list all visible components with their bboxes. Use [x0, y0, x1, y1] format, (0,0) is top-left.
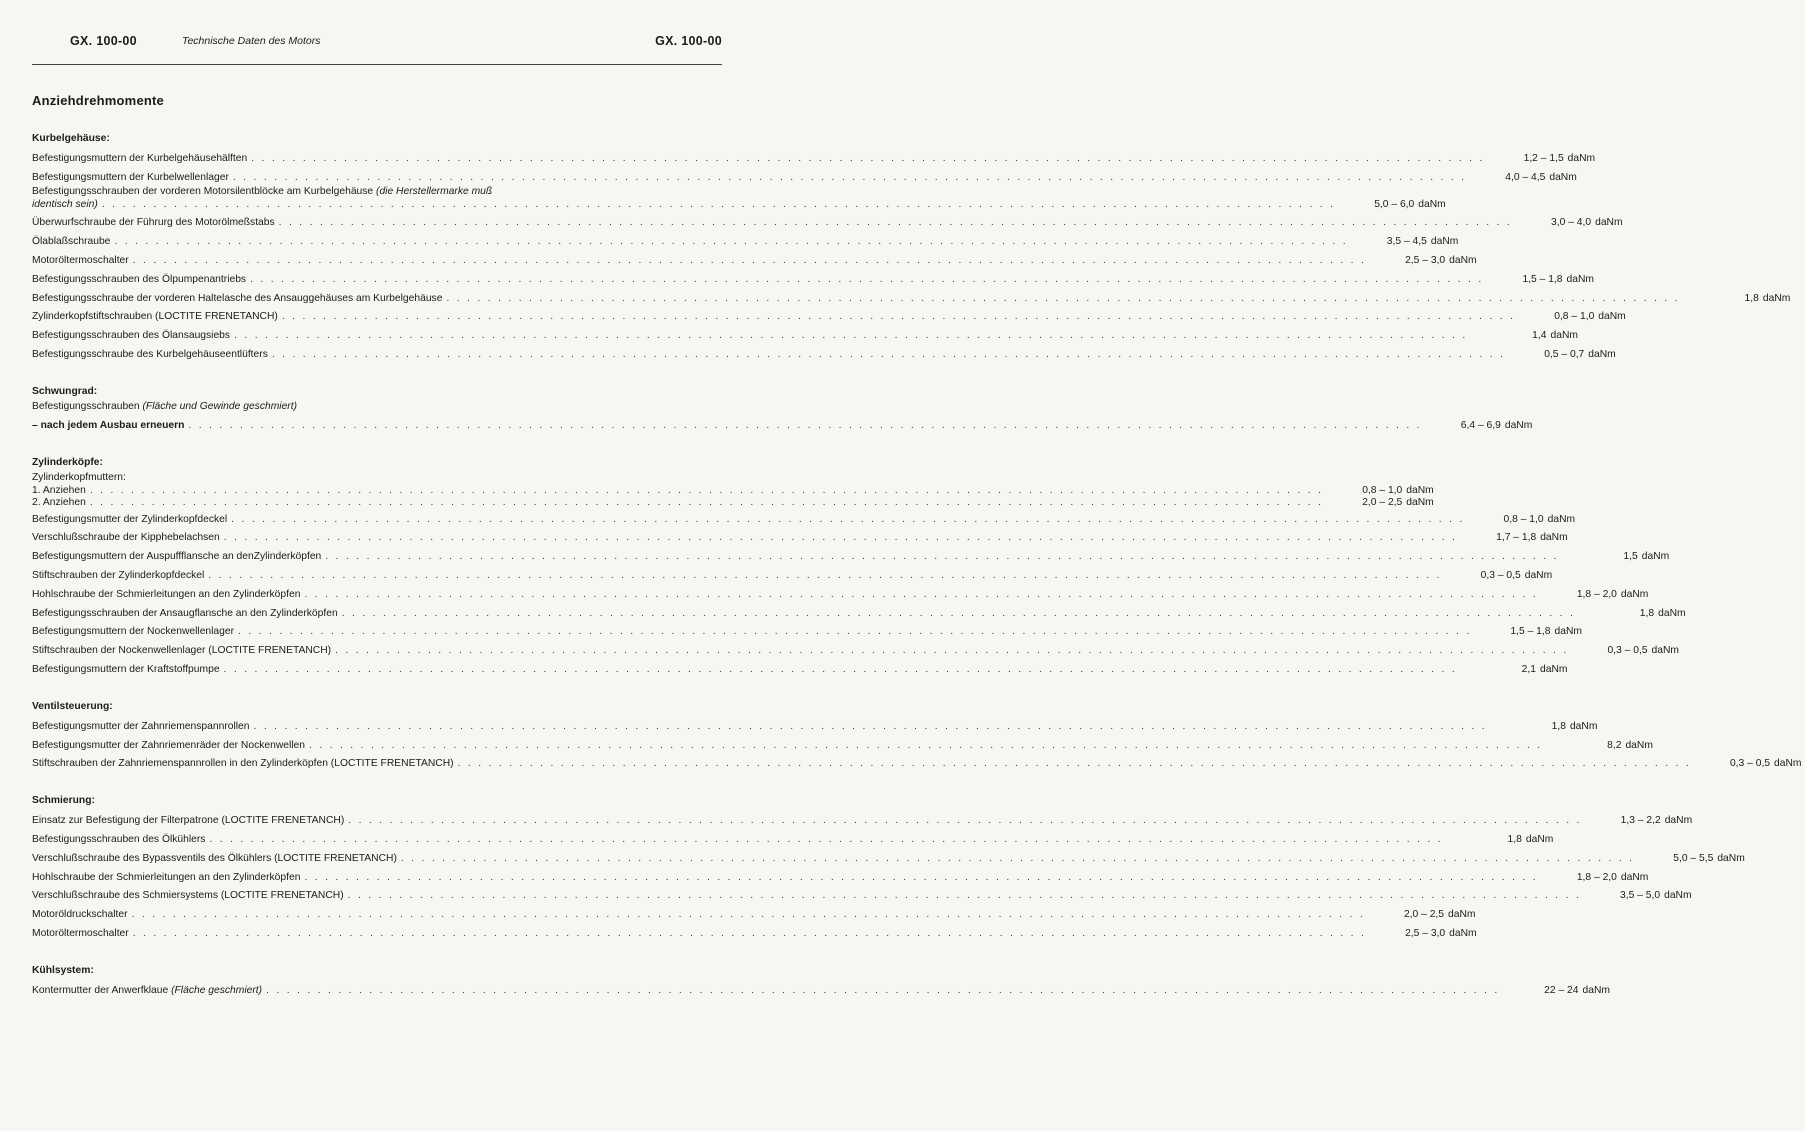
spec-label	[32, 550, 321, 564]
spec-label-text: Motoröldruckschalter	[32, 909, 128, 921]
torque-unit: daNm	[1566, 273, 1594, 285]
section-title: Schmierung:	[32, 795, 95, 807]
spec-row	[32, 734, 1653, 753]
section-title: Schwungrad:	[32, 385, 98, 397]
torque-unit: daNm	[1539, 663, 1568, 675]
torque-value: 2,1	[1521, 663, 1536, 675]
spec-row	[32, 658, 1568, 677]
section-title: Kühlsystem:	[32, 964, 94, 976]
torque-value: 1,2 – 1,5	[1523, 152, 1564, 164]
spec-row	[32, 230, 1459, 249]
doc-code-left: GX. 100-00	[70, 34, 137, 48]
spec-value	[1472, 329, 1582, 343]
spec-label-text: Befestigungsmuttern der Kurbelwellenlager	[32, 171, 229, 183]
torque-value: 6,4 – 6,9	[1460, 419, 1501, 431]
spec-label	[32, 216, 275, 230]
torque-value: 1,8	[1507, 833, 1522, 845]
section-intro-text: Befestigungsschrauben	[32, 400, 140, 412]
torque-unit: daNm	[1550, 330, 1578, 342]
spec-label	[32, 419, 184, 433]
torque-unit: daNm	[1651, 645, 1679, 657]
spec-label	[32, 833, 205, 847]
torque-unit: daNm	[1406, 496, 1434, 508]
dot-leader: . . . . . . . . . . . . . . . . . . . . . . . . . . . . . . . . . . . . . . . . . . . . . . . . . . . . . . . . . . . . . . . . . . . . . . . . . . . . . . . . . . . . . . . . . . . . . . . . . . . . . . . . . . . . . . . . . . . . . . . .	[335, 645, 1569, 657]
spec-value	[1542, 871, 1652, 885]
spec-row	[32, 545, 1670, 564]
torque-unit: daNm	[1582, 984, 1610, 996]
dot-leader: . . . . . . . . . . . . . . . . . . . . . . . . . . . . . . . . . . . . . . . . . . . . . . . . . . . . . . . . . . . . . . . . . . . . . . . . . . . . . . . . . . . . . . . . . . . . . . . . . . . . . . . . . . . . . . . . . . . . . . . .	[251, 152, 1485, 164]
spec-value	[1638, 852, 1748, 866]
spec-label	[32, 485, 86, 496]
dot-leader: . . . . . . . . . . . . . . . . . . . . . . . . . . . . . . . . . . . . . . . . . . . . . . . . . . . . . . . . . . . . . . . . . . . . . . . . . . . . . . . . . . . . . . . . . . . . . . . . . . . . . . . . . . . . . . . . . . . . . . . .	[234, 330, 1468, 342]
torque-unit: daNm	[1449, 254, 1477, 266]
dot-leader: . . . . . . . . . . . . . . . . . . . . . . . . . . . . . . . . . . . . . . . . . . . . . . . . . . . . . . . . . . . . . . . . . . . . . . . . . . . . . . . . . . . . . . . . . . . . . . . . . . . . . . . . . . . . . . . . . . . . . . . .	[131, 909, 1366, 921]
torque-value: 1,5 – 1,8	[1522, 273, 1563, 285]
spec-label	[32, 497, 86, 508]
torque-value: 1,7 – 1,8	[1496, 532, 1537, 544]
torque-value: 0,8 – 1,0	[1503, 513, 1544, 525]
torque-unit: daNm	[1774, 758, 1802, 770]
spec-label	[32, 292, 442, 306]
torque-unit: daNm	[1406, 485, 1434, 497]
spec-label	[32, 757, 454, 771]
dot-leader: . . . . . . . . . . . . . . . . . . . . . . . . . . . . . . . . . . . . . . . . . . . . . . . . . . . . . . . . . . . . . . . . . . . . . . . . . . . . . . . . . . . . . . . . . . . . . . . . . . . . . . . . . . . . . . . . . . . . . . . .	[114, 236, 1348, 248]
spec-value	[1370, 254, 1480, 268]
spec-value	[1504, 984, 1614, 998]
spec-row	[32, 249, 1477, 268]
spec-label-text: Kontermutter der Anwerfklaue	[32, 984, 169, 996]
spec-row	[32, 496, 1434, 508]
spec-label-text: Verschlußschraube der Kipphebelachsen	[32, 532, 220, 544]
dot-leader: . . . . . . . . . . . . . . . . . . . . . . . . . . . . . . . . . . . . . . . . . . . . . . . . . . . . . . . . . . . . . . . . . . . . . . . . . . . . . . . . . . . . . . . . . . . . . . . . . . . . . . . . . . . . . . . . . . . . . . . .	[89, 485, 1324, 497]
spec-label	[32, 152, 247, 166]
spec-value	[1563, 550, 1673, 564]
torque-value: 1,8 – 2,0	[1576, 871, 1617, 883]
spec-label-text: identisch sein)	[32, 198, 98, 210]
section-intro	[32, 471, 722, 485]
spec-label	[32, 814, 344, 828]
spec-row	[32, 828, 1554, 847]
torque-unit: daNm	[1620, 588, 1649, 600]
section-title: Ventilsteuerung:	[32, 700, 113, 712]
spec-label	[32, 569, 204, 583]
spec-row	[32, 639, 1679, 658]
dot-leader: . . . . . . . . . . . . . . . . . . . . . . . . . . . . . . . . . . . . . . . . . . . . . . . . . . . . . . . . . . . . . . . . . . . . . . . . . . . . . . . . . . . . . . . . . . . . . . . . . . . . . . . . . . . . . . . . . . . . . . . .	[278, 217, 1513, 229]
page-header	[70, 34, 722, 50]
dot-leader: . . . . . . . . . . . . . . . . . . . . . . . . . . . . . . . . . . . . . . . . . . . . . . . . . . . . . . . . . . . . . . . . . . . . . . . . . . . . . . . . . . . . . . . . . . . . . . . . . . . . . . . . . . . . . . . . . . . . . . . .	[232, 171, 1467, 183]
header-subtitle: Technische Daten des Motors	[182, 35, 321, 47]
spec-value	[1579, 607, 1689, 621]
torque-unit: daNm	[1664, 815, 1693, 827]
spec-label-text: Befestigungsmutter der Zahnriemenräder der Nockenwellen	[32, 739, 306, 751]
torque-value: 2,0 – 2,5	[1362, 496, 1403, 508]
spec-value	[1470, 171, 1580, 185]
spec-label	[32, 348, 268, 362]
spec-label-text: Stiftschrauben der Zylinderkopfdeckel	[32, 569, 205, 581]
dot-leader: . . . . . . . . . . . . . . . . . . . . . . . . . . . . . . . . . . . . . . . . . . . . . . . . . . . . . . . . . . . . . . . . . . . . . . . . . . . . . . . . . . . . . . . . . . . . . . . . . . . . . . . . . . . . . . . . . . . . . . . .	[132, 254, 1367, 266]
spec-row-intro-note: (die Herstellermarke muß	[373, 185, 493, 197]
section-zylinder	[32, 455, 1686, 677]
torque-unit: daNm	[1504, 419, 1533, 431]
spec-label-text: Verschlußschraube des Bypassventils des Ölkühlers (LOCTITE FRENETANCH)	[32, 852, 397, 864]
torque-value: 2,0 – 2,5	[1403, 909, 1445, 921]
section-title: Zylinderköpfe:	[32, 456, 103, 468]
spec-label	[32, 329, 230, 343]
spec-label-text: Motoröltermoschalter	[32, 254, 129, 266]
spec-label	[32, 198, 98, 212]
torque-unit: daNm	[1525, 833, 1554, 845]
spec-value	[1369, 908, 1479, 922]
dot-leader: . . . . . . . . . . . . . . . . . . . . . . . . . . . . . . . . . . . . . . . . . . . . . . . . . . . . . . . . . . . . . . . . . . . . . . . . . . . . . . . . . . . . . . . . . . . . . . . . . . . . . . . . . . . . . . . . . . . . . . . .	[209, 833, 1443, 845]
spec-row	[32, 212, 1623, 231]
torque-value: 1,8	[1551, 720, 1566, 732]
spec-value	[1586, 814, 1696, 828]
torque-unit: daNm	[1418, 198, 1446, 210]
torque-value: 4,0 – 4,5	[1505, 171, 1546, 183]
torque-unit: daNm	[1641, 551, 1670, 563]
section-kurbel	[32, 131, 1791, 362]
dot-leader: . . . . . . . . . . . . . . . . . . . . . . . . . . . . . . . . . . . . . . . . . . . . . . . . . . . . . . . . . . . . . . . . . . . . . . . . . . . . . . . . . . . . . . . . . . . . . . . . . . . . . . . . . . . . . . . . . . . . . . . .	[457, 758, 1692, 770]
section-intro-text: Zylinderkopfmuttern:	[32, 471, 126, 483]
section-intro	[32, 400, 722, 414]
spec-row	[32, 809, 1693, 828]
torque-value: 1,3 – 2,2	[1620, 815, 1661, 827]
section-title: Kurbelgehäuse:	[32, 133, 110, 144]
spec-value	[1684, 292, 1794, 306]
dot-leader: . . . . . . . . . . . . . . . . . . . . . . . . . . . . . . . . . . . . . . . . . . . . . . . . . . . . . . . . . . . . . . . . . . . . . . . . . . . . . . . . . . . . . . . . . . . . . . . . . . . . . . . . . . . . . . . . . . . . . . . .	[348, 815, 1582, 827]
section-ventil	[32, 699, 1802, 771]
spec-row	[32, 485, 1434, 497]
doc-code-right: GX. 100-00	[655, 34, 722, 48]
spec-label	[32, 663, 220, 677]
spec-label-text: Motoröltermoschalter	[32, 927, 129, 939]
spec-label-text: Überwurfschraube der Führurg des Motorölmeßstabs	[32, 217, 275, 229]
section-schmierung	[32, 793, 1745, 941]
dot-leader: . . . . . . . . . . . . . . . . . . . . . . . . . . . . . . . . . . . . . . . . . . . . . . . . . . . . . . . . . . . . . . . . . . . . . . . . . . . . . . . . . . . . . . . . . . . . . . . . . . . . . . . . . . . . . . . . . . . . . . . .	[132, 927, 1367, 939]
spec-value	[1327, 485, 1437, 496]
torque-value: 0,8 – 1,0	[1362, 485, 1403, 497]
torque-specs	[32, 131, 1802, 1020]
spec-label	[32, 254, 129, 268]
spec-row	[32, 508, 1576, 527]
spec-row	[32, 147, 1596, 166]
spec-value	[1519, 310, 1629, 324]
dot-leader: . . . . . . . . . . . . . . . . . . . . . . . . . . . . . . . . . . . . . . . . . . . . . . . . . . . . . . . . . . . . . . . . . . . . . . . . . . . . . . . . . . . . . . . . . . . . . . . . . . . . . . . . . . . . . . . . . . . . . . . .	[325, 551, 1559, 563]
spec-value	[1489, 152, 1599, 166]
torque-value: 3,5 – 4,5	[1386, 236, 1427, 248]
spec-label-text: Befestigungsmutter der Zylinderkopfdeckel	[32, 513, 228, 525]
spec-row-intro-text: Befestigungsschrauben der vorderen Motorsilentblöcke am Kurbelgehäuse	[32, 185, 374, 197]
torque-value: 2,5 – 3,0	[1405, 254, 1446, 266]
torque-unit: daNm	[1448, 909, 1476, 921]
spec-label-text: Zylinderkopfstiftschrauben (LOCTITE FRENETANCH)	[32, 311, 278, 323]
torque-value: 2,5 – 3,0	[1405, 927, 1446, 939]
dot-leader: . . . . . . . . . . . . . . . . . . . . . . . . . . . . . . . . . . . . . . . . . . . . . . . . . . . . . . . . . . . . . . . . . . . . . . . . . . . . . . . . . . . . . . . . . . . . . . . . . . . . . . . . . . . . . . . . . . . . . . . .	[223, 663, 1457, 675]
spec-label-text: Hohlschraube der Schmierleitungen an den Zylinderköpfen	[32, 871, 301, 883]
dot-leader: . . . . . . . . . . . . . . . . . . . . . . . . . . . . . . . . . . . . . . . . . . . . . . . . . . . . . . . . . . . . . . . . . . . . . . . . . . . . . . . . . . . . . . . . . . . . . . . . . . . . . . . . . . . . . . . . . . . . . . . .	[266, 984, 1500, 996]
torque-unit: daNm	[1547, 513, 1576, 525]
spec-label	[32, 513, 227, 527]
torque-unit: daNm	[1540, 532, 1568, 544]
spec-row	[32, 324, 1578, 343]
section-intro-note: (Fläche und Gewinde geschmiert)	[139, 400, 298, 412]
torque-value: 0,8 – 1,0	[1554, 311, 1595, 323]
spec-value	[1546, 739, 1656, 753]
spec-value	[1516, 216, 1626, 230]
spec-value	[1352, 235, 1462, 249]
torque-value: 3,5 – 5,0	[1620, 890, 1661, 902]
spec-label-text: Einsatz zur Befestigung der Filterpatrone (LOCTITE FRENETANCH)	[32, 815, 345, 827]
spec-row	[32, 753, 1802, 772]
spec-row	[32, 166, 1577, 185]
spec-label	[32, 531, 220, 545]
dot-leader: . . . . . . . . . . . . . . . . . . . . . . . . . . . . . . . . . . . . . . . . . . . . . . . . . . . . . . . . . . . . . . . . . . . . . . . . . . . . . . . . . . . . . . . . . . . . . . . . . . . . . . . . . . . . . . . . . . . . . . . .	[271, 348, 1506, 360]
spec-row	[32, 715, 1598, 734]
dot-leader: . . . . . . . . . . . . . . . . . . . . . . . . . . . . . . . . . . . . . . . . . . . . . . . . . . . . . . . . . . . . . . . . . . . . . . . . . . . . . . . . . . . . . . . . . . . . . . . . . . . . . . . . . . . . . . . . . . . . . . . .	[208, 569, 1442, 581]
spec-row	[32, 343, 1616, 362]
torque-value: 5,0 – 6,0	[1374, 198, 1415, 210]
dot-leader: . . . . . . . . . . . . . . . . . . . . . . . . . . . . . . . . . . . . . . . . . . . . . . . . . . . . . . . . . . . . . . . . . . . . . . . . . . . . . . . . . . . . . . . . . . . . . . . . . . . . . . . . . . . . . . . . . . . . . . . .	[101, 198, 1336, 210]
torque-unit: daNm	[1430, 236, 1459, 248]
torque-value: 3,0 – 4,0	[1551, 217, 1592, 229]
torque-value: 1,5 – 1,8	[1510, 626, 1551, 638]
spec-value	[1461, 531, 1571, 545]
spec-label	[32, 235, 110, 249]
torque-unit: daNm	[1664, 890, 1692, 902]
spec-value	[1542, 588, 1652, 602]
dot-leader: . . . . . . . . . . . . . . . . . . . . . . . . . . . . . . . . . . . . . . . . . . . . . . . . . . . . . . . . . . . . . . . . . . . . . . . . . . . . . . . . . . . . . . . . . . . . . . . . . . . . . . . . . . . . . . . . . . . . . . . .	[231, 513, 1465, 525]
torque-value: 1,8	[1744, 292, 1759, 304]
dot-leader: . . . . . . . . . . . . . . . . . . . . . . . . . . . . . . . . . . . . . . . . . . . . . . . . . . . . . . . . . . . . . . . . . . . . . . . . . . . . . . . . . . . . . . . . . . . . . . . . . . . . . . . . . . . . . . . . . . . . . . . .	[304, 871, 1538, 883]
torque-unit: daNm	[1569, 720, 1598, 732]
torque-unit: daNm	[1554, 626, 1582, 638]
spec-value	[1475, 625, 1585, 639]
spec-value	[1488, 273, 1598, 287]
spec-label-text: Befestigungsmutter der Zahnriemenspannrollen	[32, 720, 250, 732]
spec-value	[1509, 348, 1619, 362]
dot-leader: . . . . . . . . . . . . . . . . . . . . . . . . . . . . . . . . . . . . . . . . . . . . . . . . . . . . . . . . . . . . . . . . . . . . . . . . . . . . . . . . . . . . . . . . . . . . . . . . . . . . . . . . . . . . . . . . . . . . . . . .	[446, 292, 1680, 304]
spec-row	[32, 602, 1686, 621]
spec-row	[32, 306, 1626, 325]
spec-row	[32, 866, 1649, 885]
spec-label-text: Befestigungsschrauben des Ölpumpenantriebs	[32, 273, 247, 285]
spec-row	[32, 922, 1477, 941]
dot-leader: . . . . . . . . . . . . . . . . . . . . . . . . . . . . . . . . . . . . . . . . . . . . . . . . . . . . . . . . . . . . . . . . . . . . . . . . . . . . . . . . . . . . . . . . . . . . . . . . . . . . . . . . . . . . . . . . . . . . . . . .	[281, 311, 1516, 323]
spec-value	[1370, 927, 1480, 941]
spec-row	[32, 198, 1446, 212]
dot-leader: . . . . . . . . . . . . . . . . . . . . . . . . . . . . . . . . . . . . . . . . . . . . . . . . . . . . . . . . . . . . . . . . . . . . . . . . . . . . . . . . . . . . . . . . . . . . . . . . . . . . . . . . . . . . . . . . . . . . . . . .	[223, 532, 1458, 544]
dot-leader: . . . . . . . . . . . . . . . . . . . . . . . . . . . . . . . . . . . . . . . . . . . . . . . . . . . . . . . . . . . . . . . . . . . . . . . . . . . . . . . . . . . . . . . . . . . . . . . . . . . . . . . . . . . . . . . . . . . . . . . .	[309, 739, 1543, 751]
torque-unit: daNm	[1658, 607, 1686, 619]
torque-unit: daNm	[1549, 171, 1577, 183]
spec-label	[32, 625, 234, 639]
dot-leader: . . . . . . . . . . . . . . . . . . . . . . . . . . . . . . . . . . . . . . . . . . . . . . . . . . . . . . . . . . . . . . . . . . . . . . . . . . . . . . . . . . . . . . . . . . . . . . . . . . . . . . . . . . . . . . . . . . . . . . . .	[347, 890, 1582, 902]
spec-label-note: (Fläche geschmiert)	[168, 984, 263, 996]
torque-value: 8,2	[1607, 739, 1622, 751]
spec-label-text: Befestigungsmuttern der Kraftstoffpumpe	[32, 663, 220, 675]
torque-value: 0,5 – 0,7	[1544, 348, 1585, 360]
spec-row-intro	[32, 185, 722, 199]
spec-value	[1461, 663, 1571, 677]
spec-row	[32, 287, 1791, 306]
spec-label-text: Befestigungsschraube des Kurbelgehäuseentlüfters	[32, 348, 268, 360]
torque-unit: daNm	[1762, 292, 1791, 304]
dot-leader: . . . . . . . . . . . . . . . . . . . . . . . . . . . . . . . . . . . . . . . . . . . . . . . . . . . . . . . . . . . . . . . . . . . . . . . . . . . . . . . . . . . . . . . . . . . . . . . . . . . . . . . . . . . . . . . . . . . . . . . .	[188, 419, 1422, 431]
torque-unit: daNm	[1717, 852, 1745, 864]
torque-unit: daNm	[1588, 348, 1616, 360]
section-schwungrad	[32, 384, 1533, 433]
spec-row	[32, 621, 1582, 640]
spec-value	[1695, 757, 1805, 771]
spec-label-text: Ölablaßschraube	[32, 236, 111, 248]
dot-leader: . . . . . . . . . . . . . . . . . . . . . . . . . . . . . . . . . . . . . . . . . . . . . . . . . . . . . . . . . . . . . . . . . . . . . . . . . . . . . . . . . . . . . . . . . . . . . . . . . . . . . . . . . . . . . . . . . . . . . . . .	[238, 626, 1472, 638]
spec-label-text: 1. Anziehen	[32, 485, 86, 497]
spec-label-text: Befestigungsschraube der vorderen Haltelasche des Ansauggehäuses am Kurbelgehäuse	[32, 292, 443, 304]
spec-value	[1426, 419, 1536, 433]
spec-value	[1339, 198, 1449, 212]
spec-label-text: Befestigungsmuttern der Kurbelgehäusehälften	[32, 152, 248, 164]
spec-value	[1469, 513, 1579, 527]
spec-value	[1447, 833, 1557, 847]
header-divider	[32, 64, 722, 65]
dot-leader: . . . . . . . . . . . . . . . . . . . . . . . . . . . . . . . . . . . . . . . . . . . . . . . . . . . . . . . . . . . . . . . . . . . . . . . . . . . . . . . . . . . . . . . . . . . . . . . . . . . . . . . . . . . . . . . . . . . . . . . .	[89, 496, 1324, 508]
spec-label-text: Verschlußschraube des Schmiersystems (LOCTITE FRENETANCH)	[32, 890, 344, 902]
spec-value	[1491, 720, 1601, 734]
spec-label-text: Befestigungsschrauben des Ölansaugsiebs	[32, 330, 231, 342]
spec-label-text: 2. Anziehen	[32, 496, 86, 508]
spec-label	[32, 720, 250, 734]
torque-value: 1,5	[1623, 551, 1638, 563]
spec-value	[1327, 497, 1437, 508]
spec-label-text: – nach jedem Ausbau erneuern	[32, 419, 185, 431]
spec-label	[32, 310, 278, 324]
torque-unit: daNm	[1567, 152, 1596, 164]
torque-value: 0,3 – 0,5	[1729, 758, 1771, 770]
spec-label-text: Befestigungsschrauben der Ansaugflansche an den Zylinderköpfen	[32, 607, 338, 619]
dot-leader: . . . . . . . . . . . . . . . . . . . . . . . . . . . . . . . . . . . . . . . . . . . . . . . . . . . . . . . . . . . . . . . . . . . . . . . . . . . . . . . . . . . . . . . . . . . . . . . . . . . . . . . . . . . . . . . . . . . . . . . .	[341, 607, 1576, 619]
spec-label	[32, 852, 397, 866]
spec-row	[32, 583, 1649, 602]
spec-label	[32, 927, 129, 941]
torque-value: 5,0 – 5,5	[1673, 852, 1714, 864]
torque-value: 0,3 – 0,5	[1480, 569, 1521, 581]
spec-row	[32, 527, 1568, 546]
dot-leader: . . . . . . . . . . . . . . . . . . . . . . . . . . . . . . . . . . . . . . . . . . . . . . . . . . . . . . . . . . . . . . . . . . . . . . . . . . . . . . . . . . . . . . . . . . . . . . . . . . . . . . . . . . . . . . . . . . . . . . . .	[250, 273, 1484, 285]
spec-label	[32, 607, 338, 621]
section-kuehl	[32, 963, 1610, 998]
spec-value	[1573, 644, 1683, 658]
spec-label-text: Stiftschrauben der Zahnriemenspannrollen in den Zylinderköpfen (LOCTITE FRENETANCH)	[32, 758, 454, 770]
spec-label-text: Stiftschrauben der Nockenwellenlager (LOCTITE FRENETANCH)	[32, 645, 332, 657]
torque-value: 1,8	[1639, 607, 1655, 619]
torque-value: 1,4	[1532, 330, 1547, 342]
spec-value	[1585, 889, 1695, 903]
spec-row	[32, 564, 1553, 583]
torque-value: 0,3 – 0,5	[1607, 645, 1648, 657]
dot-leader: . . . . . . . . . . . . . . . . . . . . . . . . . . . . . . . . . . . . . . . . . . . . . . . . . . . . . . . . . . . . . . . . . . . . . . . . . . . . . . . . . . . . . . . . . . . . . . . . . . . . . . . . . . . . . . . . . . . . . . . .	[304, 588, 1538, 600]
spec-label-text: Befestigungsmuttern der Auspuffflansche an denZylinderköpfen	[32, 551, 322, 563]
spec-row	[32, 847, 1745, 866]
spec-row	[32, 268, 1594, 287]
spec-value	[1446, 569, 1556, 583]
spec-label-text: Befestigungsschrauben des Ölkühlers	[32, 833, 206, 845]
torque-unit: daNm	[1625, 739, 1653, 751]
spec-row	[32, 903, 1476, 922]
torque-value: 22 – 24	[1544, 984, 1579, 996]
spec-label-text: Befestigungsmuttern der Nockenwellenlager	[32, 626, 235, 638]
spec-label	[32, 588, 300, 602]
spec-row	[32, 979, 1610, 998]
torque-value: 1,8 – 2,0	[1576, 588, 1617, 600]
spec-label	[32, 739, 305, 753]
spec-label	[32, 889, 344, 903]
spec-label	[32, 984, 262, 998]
spec-row	[32, 414, 1533, 433]
spec-label	[32, 644, 331, 658]
torque-unit: daNm	[1449, 927, 1477, 939]
dot-leader: . . . . . . . . . . . . . . . . . . . . . . . . . . . . . . . . . . . . . . . . . . . . . . . . . . . . . . . . . . . . . . . . . . . . . . . . . . . . . . . . . . . . . . . . . . . . . . . . . . . . . . . . . . . . . . . . . . . . . . . .	[253, 720, 1487, 732]
torque-unit: daNm	[1620, 871, 1649, 883]
spec-label	[32, 171, 229, 185]
spec-label-text: Hohlschraube der Schmierleitungen an den Zylinderköpfen	[32, 588, 301, 600]
torque-unit: daNm	[1524, 569, 1553, 581]
spec-label	[32, 871, 300, 885]
dot-leader: . . . . . . . . . . . . . . . . . . . . . . . . . . . . . . . . . . . . . . . . . . . . . . . . . . . . . . . . . . . . . . . . . . . . . . . . . . . . . . . . . . . . . . . . . . . . . . . . . . . . . . . . . . . . . . . . . . . . . . . .	[400, 852, 1635, 864]
spec-label	[32, 273, 246, 287]
page-title: Anziehdrehmomente	[32, 93, 164, 108]
spec-row	[32, 885, 1692, 904]
torque-unit: daNm	[1598, 311, 1626, 323]
spec-label	[32, 908, 128, 922]
torque-unit: daNm	[1595, 217, 1623, 229]
